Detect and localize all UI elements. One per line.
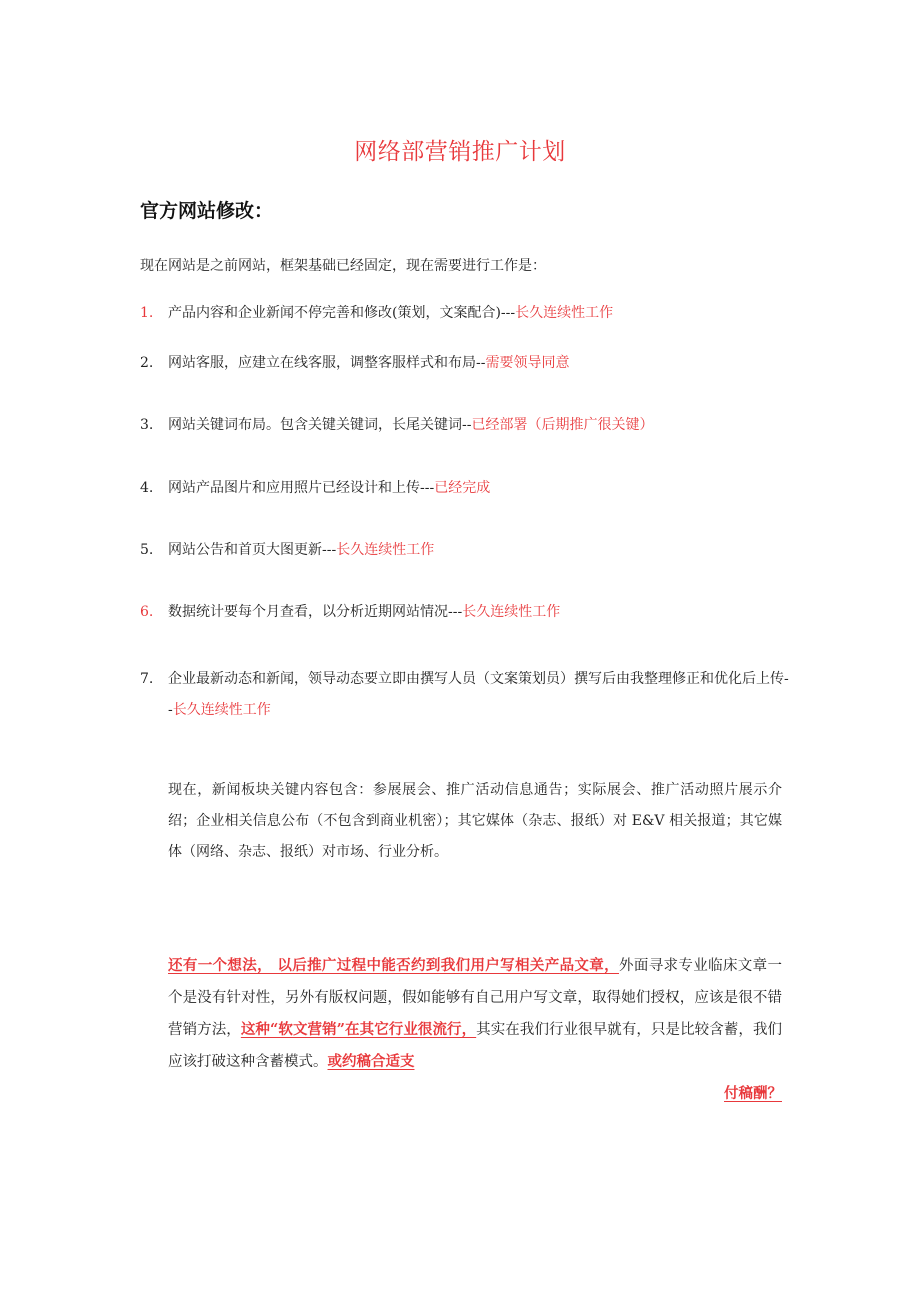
item-number: 4. (140, 480, 154, 496)
item-status: 长久连续性工作 (172, 702, 271, 718)
item-number: 5. (140, 542, 154, 558)
item-text: 网站客服，应建立在线客服，调整客服样式和布局-- (168, 355, 486, 371)
idea-paragraph (168, 950, 782, 1110)
list-item (140, 540, 434, 560)
item-status: 已经部署（后期推广很关键） (471, 417, 654, 433)
item-status: 长久连续性工作 (515, 305, 614, 321)
list-item (140, 303, 613, 323)
item-number: 3. (140, 417, 154, 433)
intro-text: 现在网站是之前网站，框架基础已经固定，现在需要进行工作是： (140, 258, 546, 274)
list-item (140, 415, 653, 435)
item-status: 已经完成 (434, 480, 491, 496)
idea-highlight: 付稿酬？ (724, 1085, 782, 1102)
item-text: 网站产品图片和应用照片已经设计和上传--- (168, 480, 435, 496)
list-item (140, 353, 569, 373)
idea-text: 其实在我们行业很早就有，只是比较含蓄，我们应该打破这种含蓄模式。 (168, 1022, 783, 1070)
list-item (140, 664, 790, 726)
idea-highlight: 这种“软文营销”在其它行业很流行， (240, 1021, 477, 1038)
item-number: 1. (140, 305, 154, 321)
item-number: 7. (140, 671, 154, 687)
news-paragraph: 现在，新闻板块关键内容包含：参展展会、推广活动信息通告；实际展会、推广活动照片展示介绍；企业相关信息公布（不包含到商业机密）；其它媒体（杂志、报纸）对 E&V 相关报道；其它媒体（网络、杂志、报纸）对市场、行业分析。 (168, 782, 782, 860)
item-text: 数据统计要每个月查看，以分析近期网站情况--- (168, 604, 463, 620)
idea-highlight: 还有一个想法， 以后推广过程中能否约到我们用户写相关产品文章， (168, 957, 619, 974)
item-text: 网站公告和首页大图更新--- (168, 542, 337, 558)
list-item (140, 602, 560, 622)
idea-highlight: 或约稿合适支 (327, 1053, 415, 1070)
section-heading: 官方网站修改： (140, 200, 274, 222)
item-text: 产品内容和企业新闻不停完善和修改(策划，文案配合)--- (168, 305, 516, 321)
list-item (140, 478, 490, 498)
item-status: 长久连续性工作 (462, 604, 561, 620)
item-text: 企业最新动态和新闻，领导动态要立即由撰写人员（文案策划员）撰写后由我整理修正和优化后上传-- (168, 671, 789, 718)
item-status: 需要领导同意 (485, 355, 570, 371)
idea-text: 外面寻求专业临床文章一个是没有针对性，另外有版权问题，假如能够有自己用户写文章，取得她们授权，应该是很不错营销方法， (168, 958, 783, 1038)
item-number: 6. (140, 604, 154, 620)
item-number: 2. (140, 355, 154, 371)
item-text: 网站关键词布局。包含关键关键词，长尾关键词-- (168, 417, 472, 433)
page-title: 网络部营销推广计划 (354, 139, 566, 165)
item-status: 长久连续性工作 (336, 542, 435, 558)
